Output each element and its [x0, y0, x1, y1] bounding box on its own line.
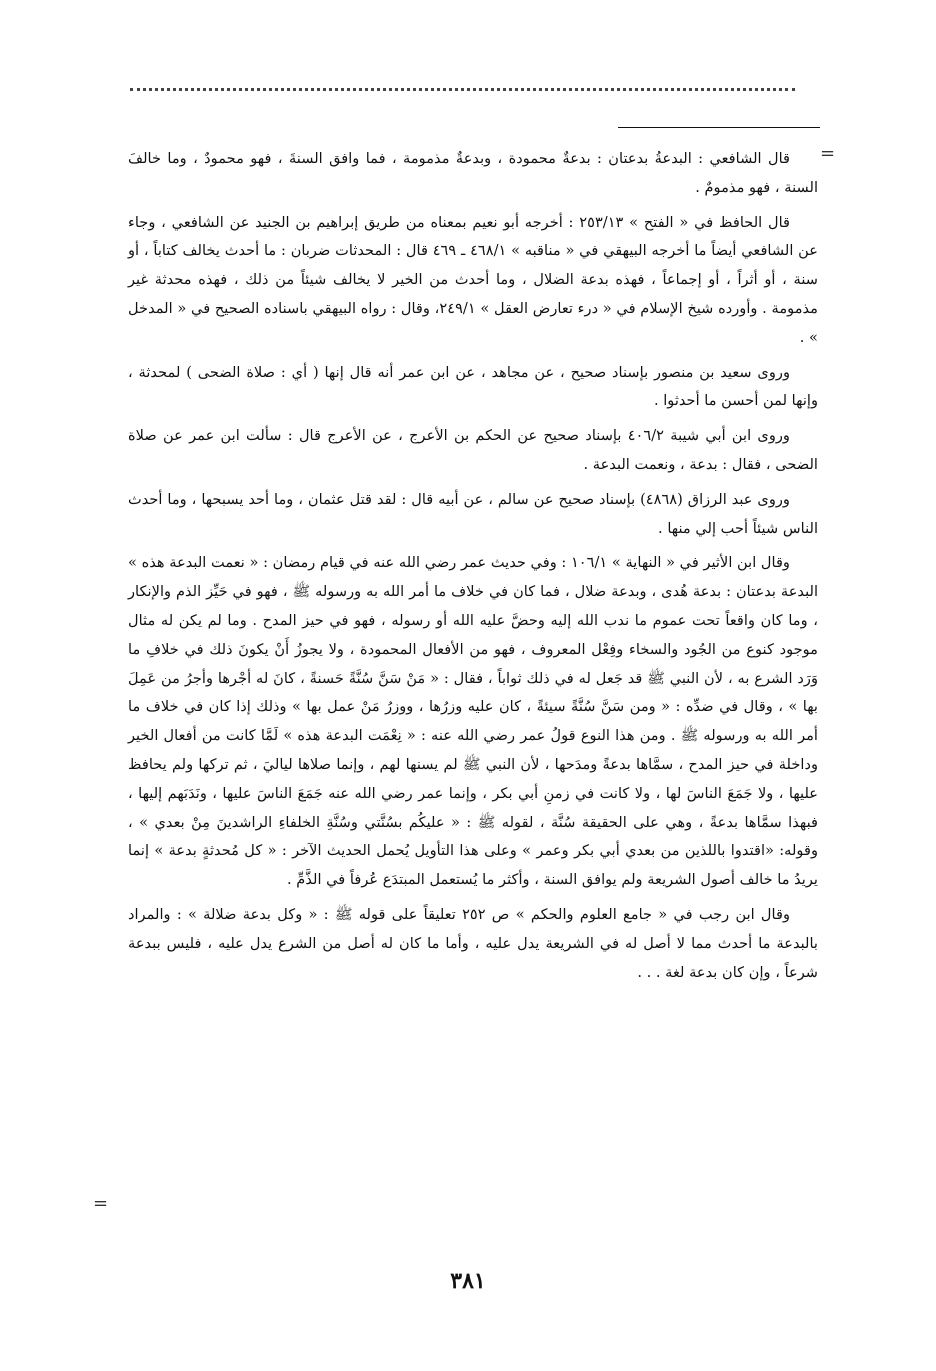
- footnote-separator-rule: [618, 127, 820, 128]
- margin-mark-top: =: [820, 143, 836, 164]
- header-dotted-rule: [130, 88, 795, 91]
- paragraph-ibn-al-athir: وقال ابن الأثير في « النهاية » ١٠٦/١ : وفي حديث عمر رضي الله عنه في قيام رمضان : « نعمت البدعة هذه » البدعة بدعتان : بدعة هُدى ، وبدعة ضلال ، فما كان في خلاف ما أمر الله به ورسوله ﷺ ، فهو في حَيِّز الذم والإنكار ، وما كان واقعاً تحت عموم ما ندب الله إليه وحضَّ عليه الله أو رسوله ، فهو في حيز المدح . وما لم يكن له مثال موجود كنوع من الجُود والسخاء وفِعْل المعروف ، فهو من الأفعال المحمودة ، ولا يجوزُ أَنْ يكونَ ذلك في خلافِ ما وَرَد الشرع به ، لأن النبي ﷺ قد جَعل له في ذلك ثواباً ، فقال : « مَنْ سَنَّ سُنَّةً حَسنةً ، كانَ له أجْرها وأجرُ من عَمِلَ بها » ، وقال في ضدِّه : « ومن سَنَّ سُنَّةً سيئةً ، كان عليه وزرُها ، ووزرُ مَنْ عمل بها » وذلك إذا كان في خلاف ما أمر الله به ورسوله ﷺ . ومن هذا النوع قولُ عمر رضي الله عنه : « نِعْمَت البدعة هذه » لَمَّا كانت من أفعال الخير وداخلة في حيز المدح ، سمَّاها بدعةً ومدَحها ، لأن النبي ﷺ لم يسنها لهم ، وإنما صلاها لياليَ ، ثم تركها ولم يحافظ عليها ، ولا جَمَعَ الناسَ لها ، ولا كانت في زمنِ أبي بكر ، وإنما عمر رضي الله عنه جَمَعَ الناسَ عليها ، ونَدَبَهم إليها ، فبهذا سمَّاها بدعةً ، وهي على الحقيقة سُنَّة ، لقوله ﷺ : « عليكُم بسُنَّتي وسُنَّةِ الخلفاءِ الراشدينَ مِنْ بعدي » ، وقوله: «اقتدوا باللذين من بعدي أبي بكر وعمر » وعلى هذا التأويل يُحمل الحديث الآخر : « كل مُحدثةٍ بدعة » إنما يريدُ ما خالف أصول الشريعة ولم يوافق السنة ، وأكثر ما يُستعمل المبتدَع عُرفاً في الذَّمِّ .: [128, 554, 818, 889]
- paragraph-ibn-rajab: وقال ابن رجب في « جامع العلوم والحكم » ص ٢٥٢ تعليقاً على قوله ﷺ : « وكل بدعة ضلالة » : والمراد بالبدعة ما أحدث مما لا أصل له في الشريعة يدل عليه ، وأما ما كان له أصل من الشرع يدل عليه ، فليس ببدعة شرعاً ، وإن كان بدعة لغة . . .: [128, 905, 818, 981]
- paragraph-hafiz-fath: قال الحافظ في « الفتح » ٢٥٣/١٣ : أخرجه أبو نعيم بمعناه من طريق إبراهيم بن الجنيد عن الشافعي ، وجاء عن الشافعي أيضاً ما أخرجه البيهقي في « مناقبه » ٤٦٨/١ ـ ٤٦٩ قال : المحدثات ضربان : ما أحدث يخالف كتاباً ، أو سنة ، أو أثراً ، أو إجماعاً ، فهذه بدعة الضلال ، وما أحدث من الخير لا يخالف شيئاً من ذلك ، فهذه محدثة غير مذمومة . وأورده شيخ الإسلام في « درء تعارض العقل » ٢٤٩/١، وقال : رواه البيهقي باسناده الصحيح في « المدخل » .: [128, 213, 819, 346]
- page-number: ٣٨١: [450, 1268, 486, 1294]
- paragraph-shafii: قال الشافعي : البدعةُ بدعتان : بدعةٌ محمودة ، وبدعةٌ مذمومة ، فما وافق السنةَ ، فهو محمودٌ ، وما خالفَ السنة ، فهو مذمومٌ .: [128, 150, 818, 196]
- paragraph-abdul-razzaq: وروى عبد الرزاق (٤٨٦٨) بإسناد صحيح عن سالم ، عن أبيه قال : لقد قتل عثمان ، وما أحد يسبحها ، وما أحدث الناس شيئاً أحب إلي منها .: [128, 490, 818, 537]
- margin-mark-bottom: =: [93, 1193, 109, 1214]
- paragraph-ibn-abi-shaiba: وروى ابن أبي شيبة ٤٠٦/٢ بإسناد صحيح عن الحكم بن الأعرج ، عن الأعرج قال : سألت ابن عمر عن صلاة الضحى ، فقال : بدعة ، ونعمت البدعة .: [128, 427, 818, 473]
- footnote-text-block: [128, 145, 818, 987]
- paragraph-saeed-bin-mansour: وروى سعيد بن منصور بإسناد صحيح ، عن مجاهد ، عن ابن عمر أنه قال إنها ( أي : صلاة الضحى ) لمحدثة ، وإنها لمن أحسن ما أحدثوا .: [128, 363, 818, 410]
